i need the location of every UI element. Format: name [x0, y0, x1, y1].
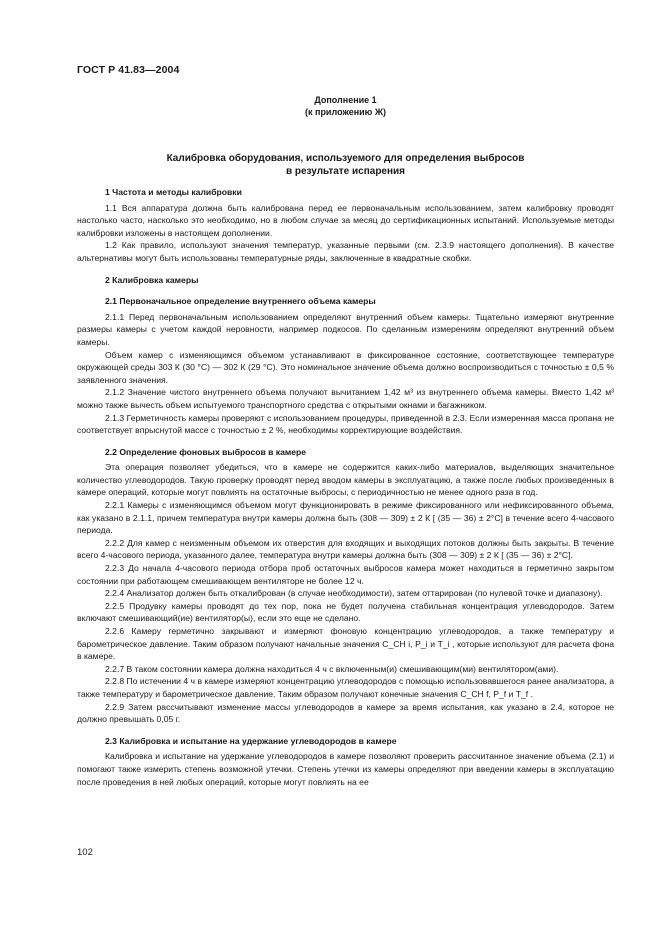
paragraph: 2.2.9 Затем рассчитывают изменение массы углеводородов в камере за время испытания, как указано в 2.4, которое не должно превышать 0,05 г.	[77, 701, 614, 725]
paragraph: 2.1.2 Значение чистого внутреннего объема получают вычитанием 1,42 м³ из внутреннего объема камеры. Вместо 1,42 м³ можно также вычесть объем испытуемого транспортного средства с открытыми окнами и багажником.	[77, 387, 614, 410]
section-heading: 2 Калибровка камеры	[105, 274, 199, 285]
page-body	[77, 94, 614, 788]
document-code: ГОСТ Р 41.83—2004	[77, 64, 180, 76]
paragraph: 2.2.6 Камеру герметично закрывают и измеряют фоновую концентрацию углеводородов, а также температуру и барометрическое давление. Таким образом получают начальные значения C_CH i, P_i и T_i , которые используют для расчета фона в камере.	[77, 626, 614, 662]
section-heading: 1 Частота и методы калибровки	[105, 187, 242, 197]
paragraph: 2.2.3 До начала 4-часового периода отбора проб остаточных выбросов камера может находиться в герметично закрытом состоянии при работающем смешивающем вентиляторе не более 12 ч.	[77, 563, 614, 586]
paragraph: 1.2 Как правило, используют значения температур, указанные первыми (см. 2.3.9 настоящего дополнения). В качестве альтернативы могут быть использованы температурные ряды, заключенные в квадратные скобки.	[77, 240, 614, 263]
paragraph: 2.1.1 Перед первоначальным использованием определяют внутренний объем камеры. Тщательно измеряют внутренние размеры камеры с учетом каждой неровности, например подкосов. По сделанным измерениям определяют внутренний объем камеры.	[77, 311, 614, 347]
paragraph: Калибровка и испытание на удержание углеводородов в камере позволяют проверить рассчитанное значение объема (2.1) и помогают также измерить степень возможной утечки. Степень утечки из камеры определяют при введении камеры в эксплуатацию после проведения в ней любых операций, которые могут повлиять на ее	[77, 751, 614, 787]
title-line-2: в результате испарения	[285, 166, 406, 177]
paragraph: 2.2.5 Продувку камеры проводят до тех пор, пока не будет получена стабильная концентрация углеводородов. Затем включают смешивающий(ие) вентилятор(ы), если это еще не сделано.	[77, 600, 614, 624]
paragraph: 2.2.4 Анализатор должен быть откалиброван (в случае необходимости), затем оттарирован (по нулевой точке и диапазону).	[105, 588, 603, 599]
page-title	[77, 152, 614, 178]
title-line-1: Калибровка оборудования, используемого для определения выбросов	[166, 153, 525, 164]
paragraph: 2.2.2 Для камер с неизменным объемом их отверстия для входящих и выходящих потоков должны быть закрыты. В течение всего 4-часового периода, указанного далее, температура внутри камеры должна быть (308 — 309) ± 2 К [ (35 — 36) ± 2°С].	[77, 537, 614, 561]
paragraph: Эта операция позволяет убедиться, что в камере не содержится каких-либо материалов, выделяющих значительное количество углеводородов. Такую проверку проводят перед вводом камеры в эксплуатацию, а также после любых произведенных в камере операций, которые могут повлиять на остаточные выбросы, с периодичностью не менее одного раза в год.	[77, 462, 614, 498]
page-number: 102	[77, 847, 93, 858]
paragraph: 2.2.7 В таком состоянии камера должна находиться 4 ч с включенным(и) смешивающим(ми) вентилятором(ами).	[105, 663, 559, 674]
paragraph: 1.1 Вся аппаратура должна быть калибрована перед ее первоначальным использованием, затем калибровку проводят настолько часто, насколько это необходимо, но в любом случае за месяц до сертификационных испытаний. Используемые методы калибровки изложены в настоящем дополнении.	[77, 202, 614, 238]
paragraph: 2.2.8 По истечении 4 ч в камере измеряют концентрацию углеводородов с помощью использовавшегося ранее анализатора, а также температуру и барометрическое давление. Таким образом получают конечные значения C_CH f, P_f и T_f .	[77, 676, 614, 699]
paragraph: Объем камер с изменяющимся объемом устанавливают в фиксированное состояние, соответствующее температуре окружающей среды 303 К (30 °С) — 302 К (29 °С). Это номинальное значение объема должно воспроизводиться с точностью ± 0,5 % заявленного значения.	[77, 349, 614, 385]
subsection-heading: 2.3 Калибровка и испытание на удержание углеводородов в камере	[105, 735, 397, 746]
paragraph: 2.1.3 Герметичность камеры проверяют с использованием процедуры, приведенной в 2.3. Если измеренная масса пропана не соответствует впрыснутой массе с точностью ± 2 %, необходимы корректирующие воздействия.	[77, 412, 614, 436]
subsection-heading: 2.1 Первоначальное определение внутреннего объема камеры	[105, 296, 376, 307]
paragraph: 2.2.1 Камеры с изменяющимся объемом могут функционировать в режиме фиксированного или нефиксированного объема, как указано в 2.1.1, причем температура внутри камеры должна быть (308 — 309) ± 2 К [ (35 — 36) ± 2°С] в течение всего 4-часового периода.	[77, 500, 614, 536]
subsection-heading: 2.2 Определение фоновых выбросов в камере	[105, 446, 307, 457]
annex-label: Дополнение 1	[314, 95, 377, 105]
annex-reference: (к приложению Ж)	[305, 107, 386, 117]
